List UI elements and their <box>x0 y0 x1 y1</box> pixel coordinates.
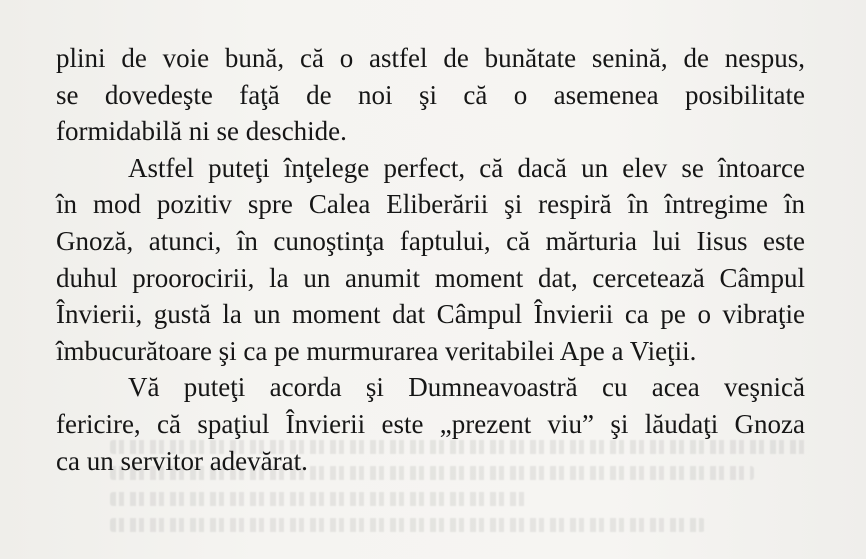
text-line: se dovedeşte faţă de noi şi că o asemenea posibilitate <box>56 79 805 110</box>
text-line: Vă puteţi acorda şi Dumneavoastră cu acea veşnică <box>128 372 805 403</box>
text-line: fericire, că spaţiul Învierii este „prezent viu” şi lăudaţi Gnoza <box>56 408 805 439</box>
text-line: Astfel puteţi înţelege perfect, că dacă un elev se întoarce <box>128 152 805 183</box>
body-text <box>56 40 805 479</box>
text-line: duhul proorocirii, la un anumit moment dat, cercetează Câmpul <box>56 262 805 293</box>
text-line: ca un servitor adevărat. <box>56 445 308 476</box>
paragraph-2 <box>56 150 805 370</box>
paragraph-1 <box>56 40 805 150</box>
text-line: Gnoză, atunci, în cunoştinţa faptului, că mărturia lui Iisus este <box>56 225 805 256</box>
text-line: Învierii, gustă la un moment dat Câmpul Învierii ca pe o vibraţie <box>56 299 805 330</box>
text-line: în mod pozitiv spre Calea Eliberării şi respiră în întregime în <box>56 189 805 220</box>
text-line: îmbucurătoare şi ca pe murmurarea veritabilei Ape a Vieţii. <box>56 335 697 366</box>
text-line: formidabilă ni se deschide. <box>56 116 347 147</box>
paragraph-3 <box>56 369 805 479</box>
text-line: plini de voie bună, că o astfel de bunătate senină, de nespus, <box>56 43 805 73</box>
